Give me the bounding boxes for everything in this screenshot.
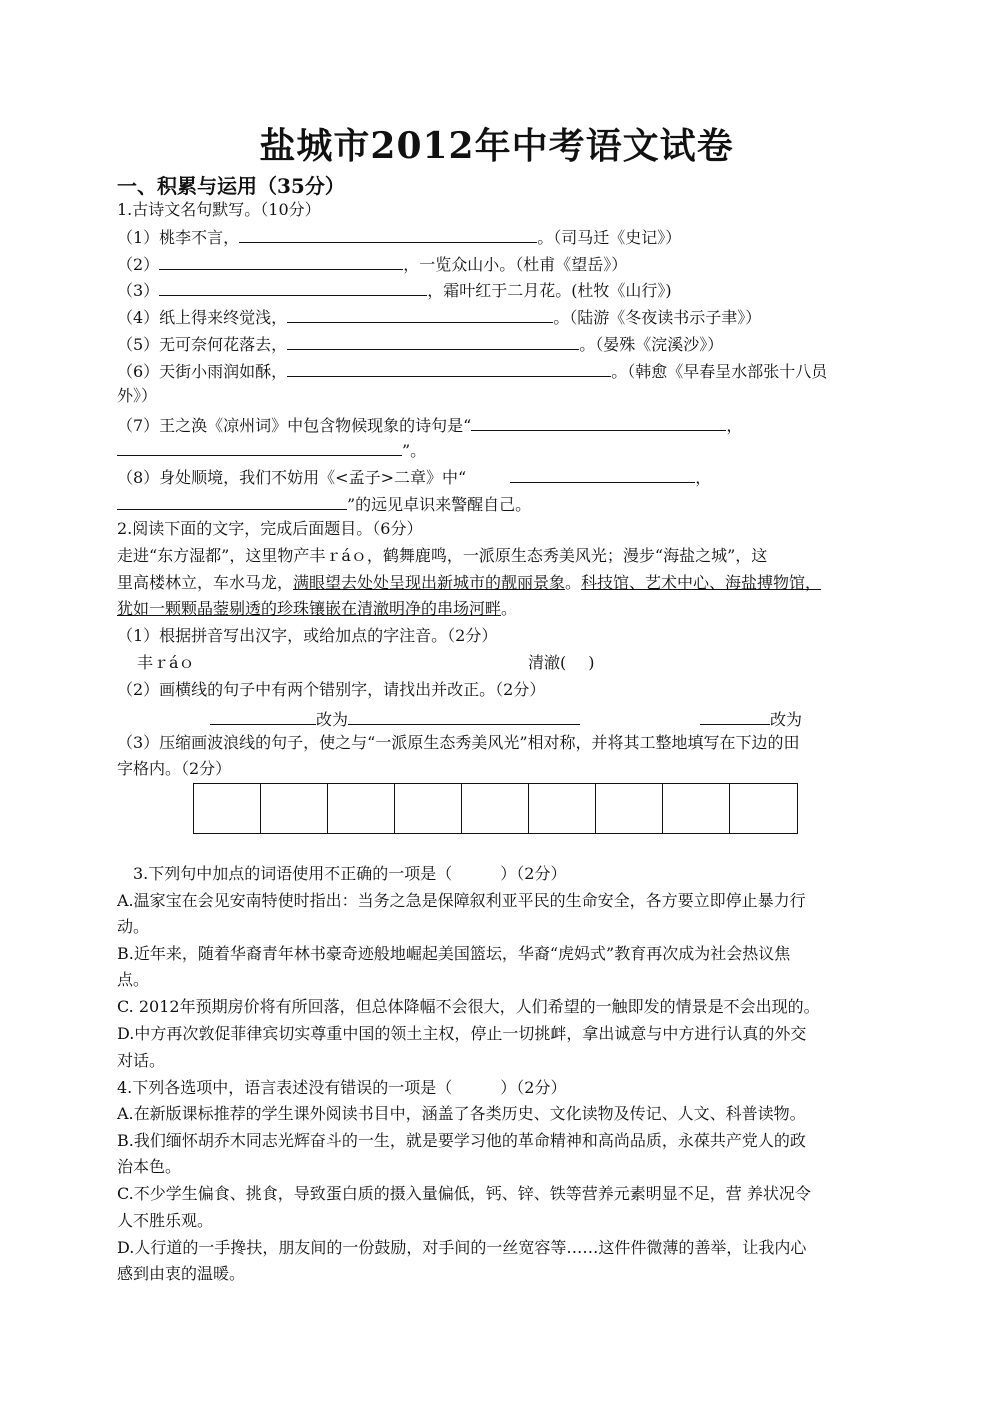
q3-option-a-cont: 动。 bbox=[117, 917, 150, 936]
grid-cell[interactable] bbox=[730, 784, 797, 833]
answer-blank[interactable] bbox=[348, 706, 580, 725]
q2-passage-line-2: 里高楼林立，车水马龙，满眼望去处处呈现出新城市的靓丽景象。科技馆、艺术中心、海盐搏物馆， bbox=[117, 573, 822, 592]
grid-cell[interactable] bbox=[194, 784, 261, 833]
answer-blank[interactable] bbox=[700, 706, 770, 725]
q3-option-b: B.近年来，随着华裔青年林书豪奇迹般地崛起美国篮坛，华裔“虎妈式”教育再次成为社会热议焦 bbox=[117, 944, 791, 963]
grid-cell[interactable] bbox=[462, 784, 529, 833]
q2-sub1-a: 丰ｒáｏ bbox=[137, 653, 195, 672]
wavy-sentence: 科技馆、艺术中心、海盐搏物馆， bbox=[581, 573, 822, 592]
q2-sub1: （1）根据拼音写出汉字，或给加点的字注音。（2分） bbox=[117, 626, 498, 645]
answer-blank[interactable] bbox=[287, 331, 579, 350]
q4-option-c-cont: 人不胜乐观。 bbox=[117, 1211, 214, 1230]
q2-passage-line-3: 犹如一颗颗晶蓥剔透的珍珠镶嵌在清澈明净的串场河畔。 bbox=[117, 599, 518, 618]
q2-correction-1: 改为 bbox=[210, 706, 580, 732]
wavy-sentence-cont: 犹如一颗颗晶蓥剔透的珍珠镶嵌在清澈明净的串场河畔 bbox=[117, 599, 502, 618]
answer-blank[interactable] bbox=[239, 224, 537, 243]
q1-item-8-cont: ”的远见卓识来警醒自己。 bbox=[117, 491, 531, 517]
underlined-sentence: 满眼望去处处呈现出新城市的靓丽景象 bbox=[293, 573, 566, 592]
answer-blank[interactable] bbox=[471, 412, 726, 431]
q1-item-7-cont: ”。 bbox=[117, 437, 426, 463]
grid-cell[interactable] bbox=[529, 784, 596, 833]
answer-blank[interactable] bbox=[287, 358, 611, 377]
q4-option-b: B.我们缅怀胡乔木同志光辉奋斗的一生，就是要学习他的革命精神和高尚品质，永葆共产党人的政 bbox=[117, 1131, 806, 1150]
q3-option-b-cont: 点。 bbox=[117, 970, 150, 989]
q4-option-d-cont: 感到由衷的温暖。 bbox=[117, 1264, 246, 1283]
q1-item-6: （6）天街小雨润如酥， 。（韩愈《早春呈水部张十八员 bbox=[117, 358, 827, 384]
q4-option-c: C.不少学生偏食、挑食，导致蛋白质的摄入量偏低，钙、锌、铁等营养元素明显不足，营 养状况令 bbox=[117, 1184, 811, 1203]
q2-sub3-line-1: （3）压缩画波浪线的句子，使之与“一派原生态秀美风光”相对称，并将其工整地填写在下边的田 bbox=[117, 733, 800, 752]
q4-option-b-cont: 治本色。 bbox=[117, 1157, 182, 1176]
q1-item-1: （1）桃李不言， 。（司马迁《史记》） bbox=[117, 224, 681, 250]
q3-option-d-cont: 对话。 bbox=[117, 1051, 166, 1070]
grid-cell[interactable] bbox=[261, 784, 328, 833]
section-heading: 一、积累与运用（35分） bbox=[117, 174, 345, 198]
page-title: 盐城市2012年中考语文试卷 bbox=[259, 125, 734, 167]
grid-cell[interactable] bbox=[663, 784, 730, 833]
answer-blank[interactable] bbox=[117, 437, 402, 456]
q3-option-a: A.温家宝在会见安南特使时指出：当务之急是保障叙利亚平民的生命安全，各方要立即停止暴力行 bbox=[117, 891, 806, 910]
q1-item-4: （4）纸上得来终觉浅， 。（陆游《冬夜读书示子聿》） bbox=[117, 304, 761, 330]
q3-heading: 3.下列句中加点的词语使用不正确的一项是（ ）（2分） bbox=[133, 864, 567, 883]
q4-option-a: A.在新版课标推荐的学生课外阅读书目中，涵盖了各类历史、文化读物及传记、人文、科普读物。 bbox=[117, 1104, 806, 1123]
q1-item-6-cont: 外》） bbox=[117, 386, 158, 405]
q2-passage-line-1: 走进“东方湿都”，这里物产丰ｒáｏ，鹤舞鹿鸣，一派原生态秀美风光；漫步“海盐之城”，这 bbox=[117, 546, 768, 565]
q2-heading: 2.阅读下面的文字，完成后面题目。（6分） bbox=[117, 519, 423, 538]
q1-item-2: （2） ，一览众山小。（杜甫《望岳》） bbox=[117, 251, 627, 277]
grid-cell[interactable] bbox=[596, 784, 663, 833]
q3-option-d: D.中方再次敦促菲律宾切实尊重中国的领土主权，停止一切挑衅，拿出诚意与中方进行认真的外交 bbox=[117, 1024, 807, 1043]
q2-sub2: （2）画横线的句子中有两个错别字，请找出并改正。（2分） bbox=[117, 680, 546, 699]
q1-item-7: （7）王之涣《凉州词》中包含物候现象的诗句是“ ， bbox=[117, 412, 742, 438]
q2-correction-2: 改为 bbox=[700, 706, 802, 732]
answer-blank[interactable] bbox=[159, 251, 403, 270]
answer-blank[interactable] bbox=[159, 277, 427, 296]
grid-cell[interactable] bbox=[395, 784, 462, 833]
tianzige-grid bbox=[193, 783, 798, 834]
q4-heading: 4.下列各选项中，语言表述没有错误的一项是（ ）（2分） bbox=[117, 1078, 567, 1097]
answer-blank[interactable] bbox=[510, 464, 695, 483]
q2-sub3-line-2: 字格内。（2分） bbox=[117, 759, 232, 778]
q3-option-c: C. 2012年预期房价将有所回落，但总体降幅不会很大，人们希望的一触即发的情景是不会出现的。 bbox=[117, 997, 820, 1016]
q1-item-8: （8）身处顺境，我们不妨用《<孟子>二章》中“ ， bbox=[117, 464, 711, 490]
answer-blank[interactable] bbox=[287, 304, 553, 323]
q1-item-3: （3） ，霜叶红于二月花。(杜牧《山行》) bbox=[117, 277, 672, 303]
grid-cell[interactable] bbox=[328, 784, 395, 833]
q2-sub1-b: 清澈( ) bbox=[528, 653, 595, 672]
q1-item-5: （5）无可奈何花落去， 。（晏殊《浣溪沙》） bbox=[117, 331, 723, 357]
q4-option-d: D.人行道的一手搀扶，朋友间的一份鼓励，对手间的一丝宽容等……这件件微薄的善举，让我内心 bbox=[117, 1238, 807, 1257]
q1-heading: 1.古诗文名句默写。（10分） bbox=[117, 200, 321, 219]
answer-blank[interactable] bbox=[117, 491, 347, 510]
answer-blank[interactable] bbox=[210, 706, 316, 725]
